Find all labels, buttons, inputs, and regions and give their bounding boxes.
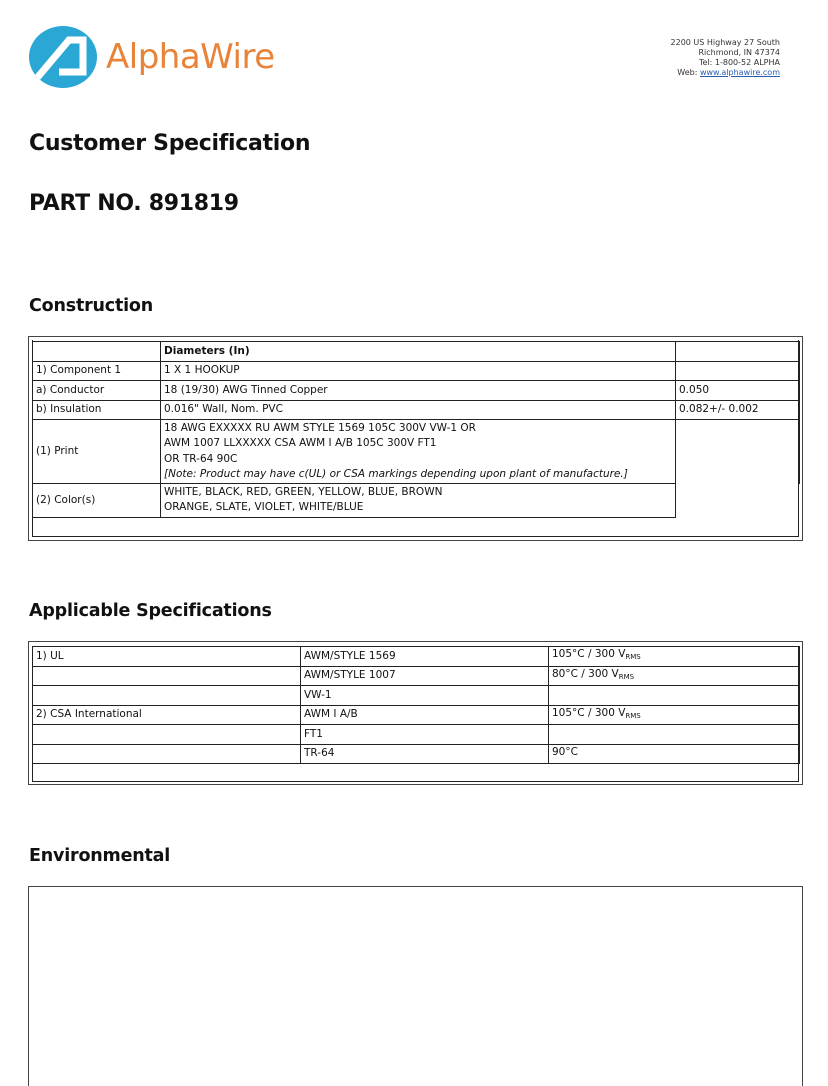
column-header-diameters: Diameters (In): [161, 342, 676, 362]
row-diameter: 0.050: [676, 381, 800, 401]
agency-cell: [33, 686, 301, 706]
rating-subscript: RMS: [625, 653, 641, 662]
rating-cell: [549, 686, 800, 706]
table-cell: [676, 342, 800, 362]
spec-cell: AWM I A/B: [301, 705, 549, 725]
print-legend: [161, 420, 676, 484]
agency-cell: [33, 725, 301, 745]
alphawire-logo: [29, 26, 289, 90]
web-label: Web:: [677, 68, 700, 77]
spec-cell: AWM/STYLE 1569: [301, 647, 549, 667]
divider: [32, 781, 799, 782]
section-heading-construction: Construction: [29, 296, 154, 316]
table-row: [33, 400, 800, 420]
rating-value: 105°C / 300 V: [552, 706, 626, 719]
row-value: 0.016" Wall, Nom. PVC: [161, 400, 676, 420]
company-address: [671, 38, 780, 78]
spec-cell: TR-64: [301, 744, 549, 764]
table-row: [33, 725, 800, 745]
spec-cell: FT1: [301, 725, 549, 745]
web-line: [671, 68, 780, 78]
row-label: a) Conductor: [33, 381, 161, 401]
print-note: [Note: Product may have c(UL) or CSA markings depending upon plant of manufacture.]: [164, 467, 628, 480]
construction-table: [32, 341, 800, 518]
rating-cell: [549, 725, 800, 745]
spec-cell: VW-1: [301, 686, 549, 706]
table-row-print: [33, 420, 800, 484]
table-cell: [33, 342, 161, 362]
rating-subscript: RMS: [618, 672, 635, 681]
divider: [32, 536, 799, 537]
agency-cell: 2) CSA International: [33, 705, 301, 725]
agency-cell: 1) UL: [33, 647, 301, 667]
row-label: 1) Component 1: [33, 361, 161, 381]
section-heading-environmental: Environmental: [29, 846, 171, 866]
table-cell: [676, 484, 800, 518]
table-row: [33, 666, 800, 686]
address-line: Richmond, IN 47374: [698, 48, 780, 57]
agency-cell: [33, 744, 301, 764]
print-line: OR TR-64 90C: [164, 452, 238, 465]
address-line: 2200 US Highway 27 South: [670, 38, 780, 47]
rating-cell: [549, 666, 800, 686]
website-link[interactable]: www.alphawire.com: [699, 68, 780, 77]
logo-wordmark: AlphaWire: [106, 37, 275, 77]
table-row: [33, 381, 800, 401]
rating-value: 105°C / 300 V: [552, 648, 626, 661]
section-heading-applicable-specifications: Applicable Specifications: [29, 601, 272, 621]
agency-cell: [33, 666, 301, 686]
document-title: Customer Specification: [29, 131, 311, 156]
table-cell: [676, 420, 800, 484]
rating-cell: [549, 647, 800, 667]
row-label: b) Insulation: [33, 400, 161, 420]
color-line: ORANGE, SLATE, VIOLET, WHITE/BLUE: [164, 501, 364, 514]
specifications-table: [32, 646, 800, 764]
row-diameter: 0.082+/- 0.002: [676, 400, 800, 420]
color-line: WHITE, BLACK, RED, GREEN, YELLOW, BLUE, BROWN: [164, 486, 443, 499]
row-value: 18 (19/30) AWG Tinned Copper: [161, 381, 676, 401]
row-label: (2) Color(s): [33, 484, 161, 518]
table-row: [33, 705, 800, 725]
colors-list: [161, 484, 676, 518]
rating-cell: [549, 744, 800, 764]
environmental-frame: [28, 886, 803, 1086]
rating-value: 80°C / 300 V: [552, 667, 619, 680]
table-row: [33, 361, 800, 381]
spec-cell: AWM/STYLE 1007: [301, 666, 549, 686]
row-label: (1) Print: [33, 420, 161, 484]
part-number: PART NO. 891819: [29, 191, 239, 216]
table-header-row: [33, 342, 800, 362]
table-row: [33, 686, 800, 706]
table-row-colors: [33, 484, 800, 518]
print-line: AWM 1007 LLXXXXX CSA AWM I A/B 105C 300V FT1: [164, 437, 437, 450]
print-line: 18 AWG EXXXXX RU AWM STYLE 1569 105C 300V VW-1 OR: [164, 422, 476, 434]
rating-cell: [549, 705, 800, 725]
row-diameter: [676, 361, 800, 381]
table-row: [33, 647, 800, 667]
alphawire-a-icon: [29, 26, 97, 88]
row-value: 1 X 1 HOOKUP: [161, 361, 676, 381]
phone-line: Tel: 1-800-52 ALPHA: [698, 58, 780, 67]
rating-value: 90°C: [552, 745, 578, 758]
table-row: [33, 744, 800, 764]
rating-subscript: RMS: [625, 711, 641, 720]
